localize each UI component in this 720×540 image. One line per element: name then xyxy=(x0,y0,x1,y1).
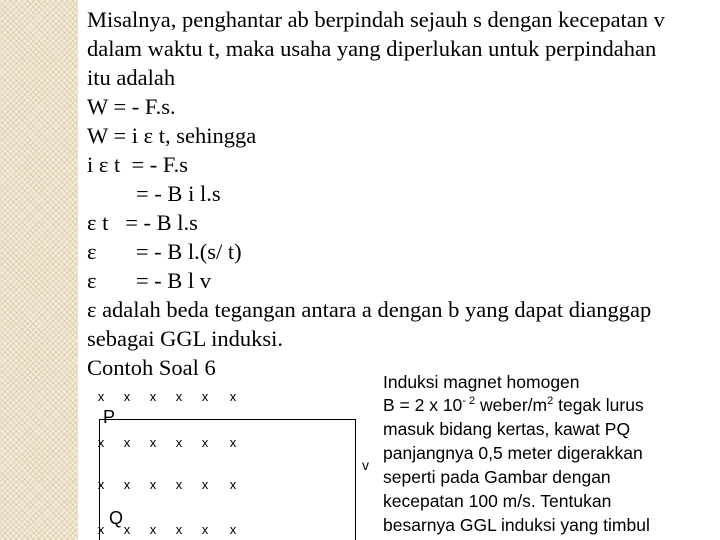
label-p: P xyxy=(103,407,116,427)
field-cross-3-4: x xyxy=(201,522,209,537)
field-cross-3-3: x xyxy=(175,522,183,537)
problem-line-1: Induksi magnet homogen xyxy=(383,372,580,392)
problem-exponent: - 2 xyxy=(462,395,476,407)
field-cross-3-5: x xyxy=(229,522,237,537)
formula-step-5: ε = - B l v xyxy=(87,268,212,293)
formula-work-1: W = - F.s. xyxy=(87,94,176,119)
field-cross-0-5: x xyxy=(229,389,237,404)
field-cross-3-2: x xyxy=(149,522,157,537)
problem-line-3: masuk bidang kertas, kawat PQ xyxy=(383,419,631,439)
example-heading: Contoh Soal 6 xyxy=(87,355,216,380)
label-q: Q xyxy=(109,508,124,528)
field-cross-1-5: x xyxy=(229,435,237,450)
problem-exponent-2: 2 xyxy=(547,395,554,407)
formula-step-4: ε = - B l.(s/ t) xyxy=(87,239,242,264)
field-cross-1-2: x xyxy=(149,435,157,450)
field-cross-0-2: x xyxy=(149,389,157,404)
field-cross-3-1: x xyxy=(123,522,131,537)
field-cross-0-4: x xyxy=(201,389,209,404)
problem-line-2b: weber/m xyxy=(475,395,548,415)
text-line-emf: ε adalah beda tegangan antara a dengan b yang dapat dianggap xyxy=(87,297,652,322)
field-cross-1-3: x xyxy=(175,435,183,450)
problem-line-5: seperti pada Gambar dengan xyxy=(383,467,611,487)
decorative-texture-strip xyxy=(0,0,78,540)
field-cross-2-4: x xyxy=(201,477,209,492)
field-cross-2-3: x xyxy=(175,477,183,492)
problem-line-6: kecepatan 100 m/s. Tentukan xyxy=(383,491,612,511)
text-line-3: itu adalah xyxy=(87,65,176,90)
formula-step-1: i ε t = - F.s xyxy=(87,152,188,177)
problem-line-7: besarnya GGL induksi yang timbul xyxy=(383,515,650,535)
field-cross-2-1: x xyxy=(123,477,131,492)
field-cross-1-4: x xyxy=(201,435,209,450)
field-cross-2-5: x xyxy=(229,477,237,492)
text-line-1: Misalnya, penghantar ab berpindah sejauh s dengan kecepatan v xyxy=(87,7,665,32)
formula-work-2: W = i ε t, sehingga xyxy=(87,123,257,148)
field-cross-2-2: x xyxy=(149,477,157,492)
problem-line-2a: B = 2 x 10 xyxy=(383,395,463,415)
field-cross-1-1: x xyxy=(123,435,131,450)
problem-line-2 xyxy=(383,394,644,418)
field-cross-3-0: x xyxy=(97,522,105,537)
field-cross-1-0: x xyxy=(97,435,105,450)
field-cross-0-0: x xyxy=(97,389,105,404)
field-cross-2-0: x xyxy=(97,477,105,492)
field-cross-0-3: x xyxy=(175,389,183,404)
velocity-label: v xyxy=(362,457,369,473)
problem-line-2c: tegak lurus xyxy=(553,395,644,415)
formula-step-2: = - B i l.s xyxy=(136,181,221,206)
problem-line-4: panjangnya 0,5 meter digerakkan xyxy=(383,443,643,463)
formula-step-3: ε t = - B l.s xyxy=(87,210,198,235)
field-cross-0-1: x xyxy=(123,389,131,404)
text-line-2: dalam waktu t, maka usaha yang diperlukan untuk perpindahan xyxy=(87,36,657,61)
text-line-ggl: sebagai GGL induksi. xyxy=(87,326,284,351)
